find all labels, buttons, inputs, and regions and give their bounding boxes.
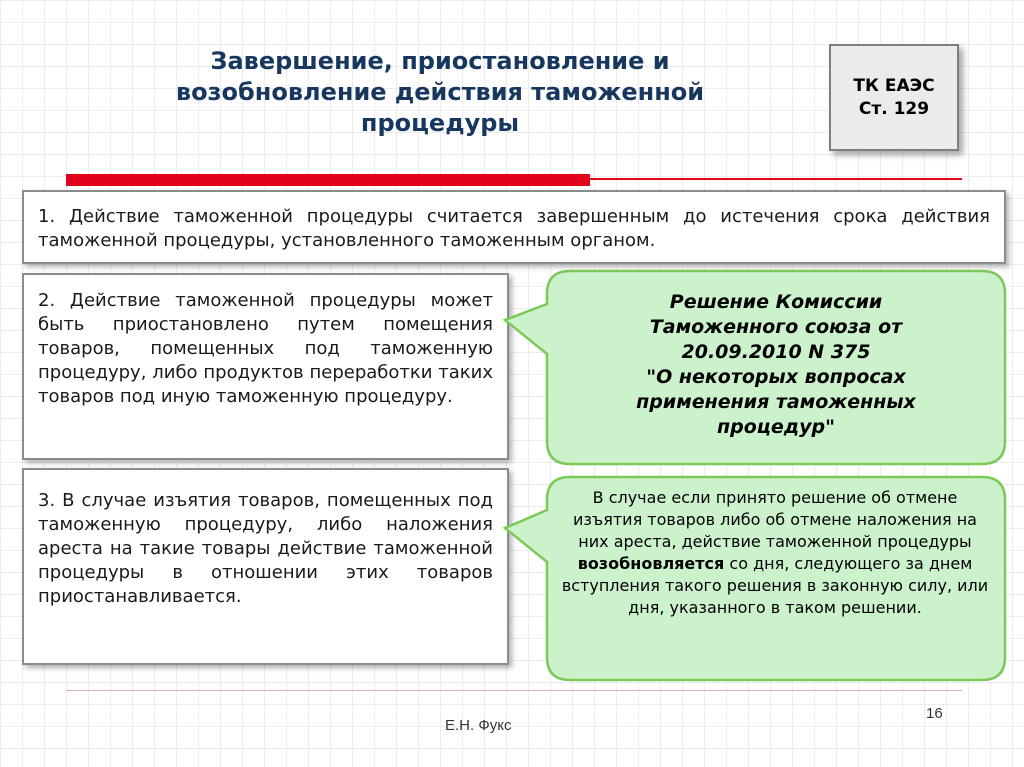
callout-1-line-1: Решение Комиссии (669, 291, 883, 313)
callout-1-line-3: 20.09.2010 N 375 (681, 341, 871, 363)
title-line-2: возобновление действия таможенной (175, 78, 705, 106)
item-2-text: 2. Действие таможенной процедуры может быть приостановлено путем помещения товаров, помещенных под таможенную процедуру, либо продуктов переработки таких товаров под иную таможенную процедуру. (38, 290, 493, 407)
callout-1-line-4: "О некоторых вопросах (646, 366, 906, 388)
callout-2-text-after: со дня, следующего за днем вступления такого решения в законную силу, или дня, указанного в таком решении. (561, 554, 989, 617)
title-line-1: Завершение, приостановление и (210, 47, 670, 75)
callout-1-text (560, 290, 992, 440)
callout-1-line-6: процедур" (717, 416, 835, 438)
code-reference-article: Ст. 129 (858, 98, 930, 119)
footer-author: Е.Н. Фукс (445, 717, 512, 734)
page-number: 16 (926, 705, 943, 722)
code-reference-title: ТК ЕАЭС (853, 75, 935, 96)
footer-divider (66, 690, 962, 691)
title-line-3: процедуры (360, 109, 520, 137)
callout-2-text-before: В случае если принято решение об отмене изъятия товаров либо об отмене наложения на них ареста, действие таможенной процедуры (573, 488, 977, 551)
callout-1-line-5: применения таможенных (636, 391, 916, 413)
item-3-text: 3. В случае изъятия товаров, помещенных под таможенную процедуру, либо наложения ареста на такие товары действие таможенной процедуры в отношении этих товаров приостанавливается. (38, 490, 493, 607)
callout-2-text (557, 487, 993, 619)
item-1-text: 1. Действие таможенной процедуры считается завершенным до истечения срока действия таможенной процедуры, установленного таможенным органом. (38, 206, 990, 251)
callout-1-line-2: Таможенного союза от (649, 316, 903, 338)
callout-2-bold-word: возобновляется (577, 554, 725, 573)
